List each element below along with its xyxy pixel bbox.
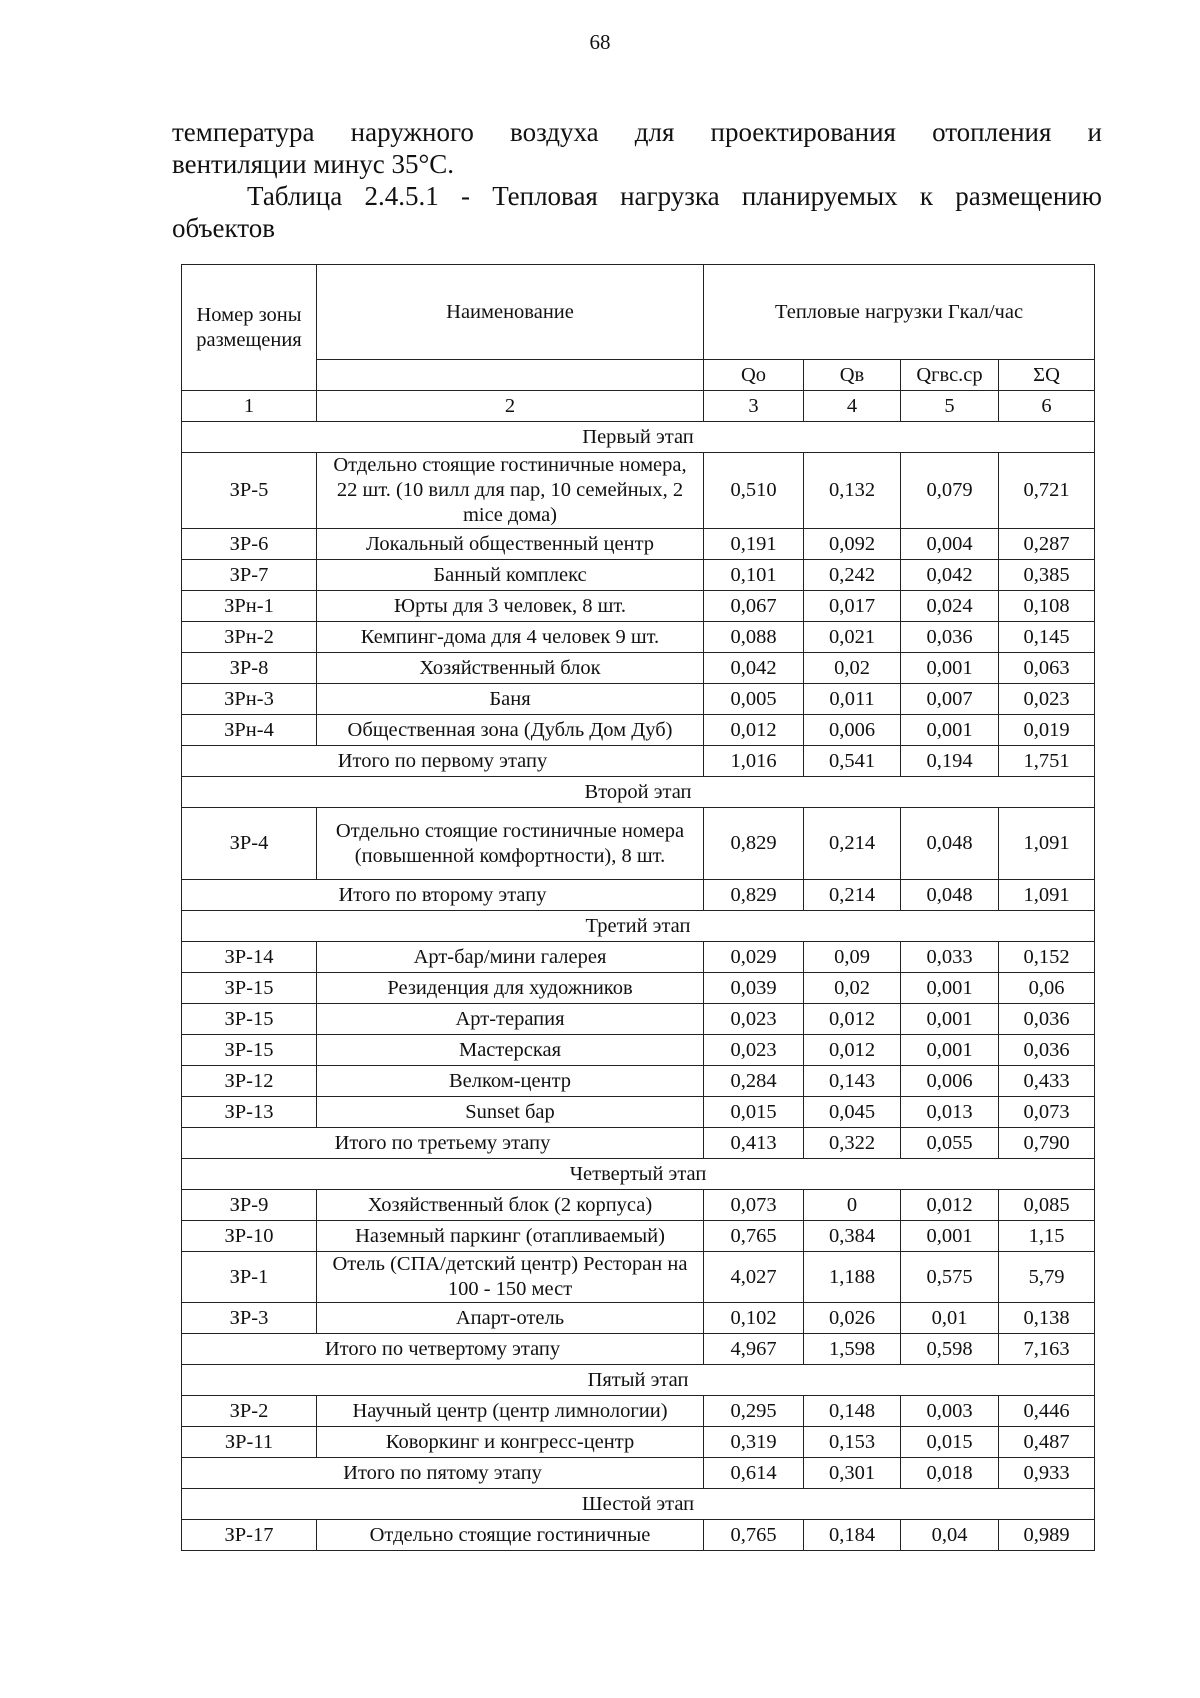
sum-cell: 5,79 — [999, 1252, 1095, 1303]
header-subrow — [182, 360, 1095, 391]
header-name-empty — [317, 360, 704, 391]
name-cell: Отель (СПА/детский центр) Ресторан на 100 - 150 мест — [317, 1252, 704, 1303]
qv-cell: 0,384 — [804, 1221, 901, 1252]
caption-word: планируемых — [741, 181, 898, 211]
total-qgvs: 0,048 — [901, 880, 999, 911]
zone-cell: ЗР-8 — [182, 653, 317, 684]
qv-cell: 0,148 — [804, 1396, 901, 1427]
intro-word: и — [1087, 117, 1102, 147]
qv-cell: 0,143 — [804, 1066, 901, 1097]
caption-word: к — [919, 181, 934, 211]
name-cell: Резиденция для художников — [317, 973, 704, 1004]
table-row — [182, 1004, 1095, 1035]
total-qgvs: 0,598 — [901, 1334, 999, 1365]
qgvs-cell: 0,001 — [901, 653, 999, 684]
qo-cell: 0,012 — [704, 715, 804, 746]
zone-cell: ЗР-14 — [182, 942, 317, 973]
zone-cell: ЗР-3 — [182, 1303, 317, 1334]
qgvs-cell: 0,033 — [901, 942, 999, 973]
total-label: Итого по первому этапу — [182, 746, 704, 777]
qgvs-cell: 0,036 — [901, 622, 999, 653]
qv-cell: 0,006 — [804, 715, 901, 746]
total-qv: 0,214 — [804, 880, 901, 911]
total-label: Итого по четвертому этапу — [182, 1334, 704, 1365]
zone-cell: ЗР-17 — [182, 1520, 317, 1551]
stage-row — [182, 911, 1095, 942]
table-row — [182, 1066, 1095, 1097]
qv-cell: 0,012 — [804, 1004, 901, 1035]
zone-cell: ЗРн-3 — [182, 684, 317, 715]
header-name: Наименование — [317, 265, 704, 360]
table-row — [182, 808, 1095, 880]
zone-cell: ЗР-12 — [182, 1066, 317, 1097]
table-row — [182, 560, 1095, 591]
qv-cell: 0,184 — [804, 1520, 901, 1551]
zone-cell: ЗР-2 — [182, 1396, 317, 1427]
total-qv: 0,301 — [804, 1458, 901, 1489]
total-row — [182, 1128, 1095, 1159]
qgvs-cell: 0,001 — [901, 973, 999, 1004]
name-cell: Отдельно стоящие гостиничные номера, 22 шт. (10 вилл для пар, 10 семейных, 2 mice дома) — [317, 453, 704, 529]
name-cell: Отдельно стоящие гостиничные номера (повышенной комфортности), 8 шт. — [317, 808, 704, 880]
sum-cell: 0,023 — [999, 684, 1095, 715]
total-row — [182, 880, 1095, 911]
qgvs-cell: 0,013 — [901, 1097, 999, 1128]
qo-cell: 0,029 — [704, 942, 804, 973]
zone-cell: ЗР-10 — [182, 1221, 317, 1252]
intro-word: наружного — [350, 117, 474, 147]
table-row — [182, 1190, 1095, 1221]
qv-cell: 0,021 — [804, 622, 901, 653]
qv-cell: 0,02 — [804, 973, 901, 1004]
qgvs-cell: 0,001 — [901, 1035, 999, 1066]
name-cell: Хозяйственный блок (2 корпуса) — [317, 1190, 704, 1221]
header-qv: Qв — [804, 360, 901, 391]
total-qv: 1,598 — [804, 1334, 901, 1365]
table-row — [182, 1221, 1095, 1252]
qv-cell: 0,092 — [804, 529, 901, 560]
name-cell: Научный центр (центр лимнологии) — [317, 1396, 704, 1427]
name-cell: Наземный паркинг (отапливаемый) — [317, 1221, 704, 1252]
qgvs-cell: 0,007 — [901, 684, 999, 715]
qo-cell: 0,023 — [704, 1004, 804, 1035]
table-row — [182, 1252, 1095, 1303]
sum-cell: 0,019 — [999, 715, 1095, 746]
stage-row — [182, 422, 1095, 453]
sum-cell: 0,063 — [999, 653, 1095, 684]
sum-cell: 0,433 — [999, 1066, 1095, 1097]
qo-cell: 0,067 — [704, 591, 804, 622]
table-row — [182, 622, 1095, 653]
table-row — [182, 1396, 1095, 1427]
qgvs-cell: 0,048 — [901, 808, 999, 880]
table-row — [182, 1035, 1095, 1066]
qgvs-cell: 0,042 — [901, 560, 999, 591]
qo-cell: 0,101 — [704, 560, 804, 591]
column-number: 2 — [317, 391, 704, 422]
name-cell: Локальный общественный центр — [317, 529, 704, 560]
qgvs-cell: 0,001 — [901, 1221, 999, 1252]
qv-cell: 1,188 — [804, 1252, 901, 1303]
qo-cell: 0,088 — [704, 622, 804, 653]
stage-title: Пятый этап — [182, 1365, 1095, 1396]
zone-cell: ЗР-15 — [182, 1035, 317, 1066]
intro-word: воздуха — [510, 117, 599, 147]
stage-title: Четвертый этап — [182, 1159, 1095, 1190]
qgvs-cell: 0,012 — [901, 1190, 999, 1221]
total-qo: 0,413 — [704, 1128, 804, 1159]
qgvs-cell: 0,024 — [901, 591, 999, 622]
name-cell: Sunset бар — [317, 1097, 704, 1128]
qv-cell: 0,017 — [804, 591, 901, 622]
zone-cell: ЗР-5 — [182, 453, 317, 529]
qo-cell: 0,042 — [704, 653, 804, 684]
qv-cell: 0,153 — [804, 1427, 901, 1458]
caption-line-2: объектов — [172, 213, 275, 243]
stage-row — [182, 1159, 1095, 1190]
qv-cell: 0,045 — [804, 1097, 901, 1128]
caption-word: Тепловая — [492, 181, 598, 211]
sum-cell: 0,385 — [999, 560, 1095, 591]
stage-row — [182, 1365, 1095, 1396]
qgvs-cell: 0,001 — [901, 715, 999, 746]
name-cell: Баня — [317, 684, 704, 715]
caption-word: нагрузка — [620, 181, 720, 211]
intro-word: температура — [172, 117, 315, 147]
total-qo: 0,829 — [704, 880, 804, 911]
heat-load-table — [181, 264, 1095, 1551]
name-cell: Мастерская — [317, 1035, 704, 1066]
qv-cell: 0,012 — [804, 1035, 901, 1066]
total-sum: 7,163 — [999, 1334, 1095, 1365]
total-sum: 0,790 — [999, 1128, 1095, 1159]
sum-cell: 0,108 — [999, 591, 1095, 622]
qo-cell: 0,284 — [704, 1066, 804, 1097]
qgvs-cell: 0,004 — [901, 529, 999, 560]
total-qo: 4,967 — [704, 1334, 804, 1365]
zone-cell: ЗРн-4 — [182, 715, 317, 746]
total-label: Итого по пятому этапу — [182, 1458, 704, 1489]
qgvs-cell: 0,575 — [901, 1252, 999, 1303]
table-row — [182, 973, 1095, 1004]
sum-cell: 0,06 — [999, 973, 1095, 1004]
caption-word: размещению — [955, 181, 1102, 211]
table-row — [182, 1520, 1095, 1551]
name-cell: Кемпинг-дома для 4 человек 9 шт. — [317, 622, 704, 653]
zone-cell: ЗР-13 — [182, 1097, 317, 1128]
table-row — [182, 653, 1095, 684]
total-qv: 0,322 — [804, 1128, 901, 1159]
column-number: 6 — [999, 391, 1095, 422]
qo-cell: 0,073 — [704, 1190, 804, 1221]
qv-cell: 0,132 — [804, 453, 901, 529]
header-qo: Qо — [704, 360, 804, 391]
sum-cell: 1,15 — [999, 1221, 1095, 1252]
caption-word: 2.4.5.1 — [364, 181, 439, 211]
qo-cell: 0,765 — [704, 1221, 804, 1252]
intro-word: для — [634, 117, 675, 147]
sum-cell: 0,152 — [999, 942, 1095, 973]
column-number: 3 — [704, 391, 804, 422]
table-row — [182, 453, 1095, 529]
zone-cell: ЗРн-1 — [182, 591, 317, 622]
qv-cell: 0,02 — [804, 653, 901, 684]
total-qo: 1,016 — [704, 746, 804, 777]
qgvs-cell: 0,079 — [901, 453, 999, 529]
intro-word: проектирования — [710, 117, 896, 147]
total-row — [182, 1458, 1095, 1489]
name-cell: Апарт-отель — [317, 1303, 704, 1334]
stage-title: Шестой этап — [182, 1489, 1095, 1520]
qgvs-cell: 0,003 — [901, 1396, 999, 1427]
total-sum: 0,933 — [999, 1458, 1095, 1489]
total-qo: 0,614 — [704, 1458, 804, 1489]
name-cell: Велком-центр — [317, 1066, 704, 1097]
qv-cell: 0,026 — [804, 1303, 901, 1334]
page-number: 68 — [589, 30, 611, 54]
total-sum: 1,091 — [999, 880, 1095, 911]
caption-word: - — [460, 181, 470, 211]
header-row — [182, 265, 1095, 360]
table-caption — [172, 180, 1102, 244]
total-qgvs: 0,055 — [901, 1128, 999, 1159]
total-row — [182, 746, 1095, 777]
qgvs-cell: 0,04 — [901, 1520, 999, 1551]
qv-cell: 0,011 — [804, 684, 901, 715]
zone-cell: ЗРн-2 — [182, 622, 317, 653]
sum-cell: 0,446 — [999, 1396, 1095, 1427]
intro-paragraph — [172, 116, 1102, 180]
qgvs-cell: 0,01 — [901, 1303, 999, 1334]
column-number: 4 — [804, 391, 901, 422]
intro-line-2: вентиляции минус 35°С. — [172, 149, 455, 179]
zone-cell: ЗР-15 — [182, 1004, 317, 1035]
zone-cell: ЗР-7 — [182, 560, 317, 591]
sum-cell: 0,287 — [999, 529, 1095, 560]
sum-cell: 0,989 — [999, 1520, 1095, 1551]
table-row — [182, 1427, 1095, 1458]
table-row — [182, 684, 1095, 715]
name-cell: Коворкинг и конгресс-центр — [317, 1427, 704, 1458]
qgvs-cell: 0,015 — [901, 1427, 999, 1458]
name-cell: Юрты для 3 человек, 8 шт. — [317, 591, 704, 622]
intro-line-1 — [172, 116, 1102, 148]
total-row — [182, 1334, 1095, 1365]
zone-cell: ЗР-1 — [182, 1252, 317, 1303]
stage-row — [182, 777, 1095, 808]
total-sum: 1,751 — [999, 746, 1095, 777]
zone-cell: ЗР-11 — [182, 1427, 317, 1458]
stage-title: Второй этап — [182, 777, 1095, 808]
name-cell: Общественная зона (Дубль Дом Дуб) — [317, 715, 704, 746]
qo-cell: 0,102 — [704, 1303, 804, 1334]
caption-line-1 — [172, 180, 1102, 212]
stage-row — [182, 1489, 1095, 1520]
total-qgvs: 0,194 — [901, 746, 999, 777]
table-row — [182, 529, 1095, 560]
qo-cell: 0,829 — [704, 808, 804, 880]
zone-cell: ЗР-4 — [182, 808, 317, 880]
qo-cell: 0,765 — [704, 1520, 804, 1551]
sum-cell: 0,036 — [999, 1035, 1095, 1066]
total-qgvs: 0,018 — [901, 1458, 999, 1489]
column-number-row — [182, 391, 1095, 422]
header-sum: ΣQ — [999, 360, 1095, 391]
zone-cell: ЗР-9 — [182, 1190, 317, 1221]
sum-cell: 0,073 — [999, 1097, 1095, 1128]
qo-cell: 0,039 — [704, 973, 804, 1004]
total-qv: 0,541 — [804, 746, 901, 777]
stage-title: Третий этап — [182, 911, 1095, 942]
table-row — [182, 942, 1095, 973]
name-cell: Хозяйственный блок — [317, 653, 704, 684]
qv-cell: 0,214 — [804, 808, 901, 880]
sum-cell: 0,138 — [999, 1303, 1095, 1334]
header-zone: Номер зоны размещения — [182, 265, 317, 391]
qo-cell: 0,510 — [704, 453, 804, 529]
stage-title: Первый этап — [182, 422, 1095, 453]
qo-cell: 0,319 — [704, 1427, 804, 1458]
sum-cell: 0,721 — [999, 453, 1095, 529]
column-number: 1 — [182, 391, 317, 422]
qo-cell: 0,023 — [704, 1035, 804, 1066]
qo-cell: 0,295 — [704, 1396, 804, 1427]
name-cell: Арт-терапия — [317, 1004, 704, 1035]
caption-word: Таблица — [247, 181, 343, 211]
column-number: 5 — [901, 391, 999, 422]
qv-cell: 0,242 — [804, 560, 901, 591]
sum-cell: 1,091 — [999, 808, 1095, 880]
intro-word: отопления — [932, 117, 1052, 147]
header-qgvs: Qгвс.ср — [901, 360, 999, 391]
name-cell: Арт-бар/мини галерея — [317, 942, 704, 973]
qgvs-cell: 0,006 — [901, 1066, 999, 1097]
table-row — [182, 591, 1095, 622]
total-label: Итого по второму этапу — [182, 880, 704, 911]
zone-cell: ЗР-15 — [182, 973, 317, 1004]
name-cell: Отдельно стоящие гостиничные — [317, 1520, 704, 1551]
qv-cell: 0,09 — [804, 942, 901, 973]
qo-cell: 0,191 — [704, 529, 804, 560]
sum-cell: 0,036 — [999, 1004, 1095, 1035]
total-label: Итого по третьему этапу — [182, 1128, 704, 1159]
qo-cell: 0,005 — [704, 684, 804, 715]
table-row — [182, 715, 1095, 746]
qv-cell: 0 — [804, 1190, 901, 1221]
name-cell: Банный комплекс — [317, 560, 704, 591]
sum-cell: 0,085 — [999, 1190, 1095, 1221]
qo-cell: 0,015 — [704, 1097, 804, 1128]
sum-cell: 0,487 — [999, 1427, 1095, 1458]
zone-cell: ЗР-6 — [182, 529, 317, 560]
table-row — [182, 1303, 1095, 1334]
table-row — [182, 1097, 1095, 1128]
sum-cell: 0,145 — [999, 622, 1095, 653]
header-loads: Тепловые нагрузки Гкал/час — [704, 265, 1095, 360]
qgvs-cell: 0,001 — [901, 1004, 999, 1035]
qo-cell: 4,027 — [704, 1252, 804, 1303]
